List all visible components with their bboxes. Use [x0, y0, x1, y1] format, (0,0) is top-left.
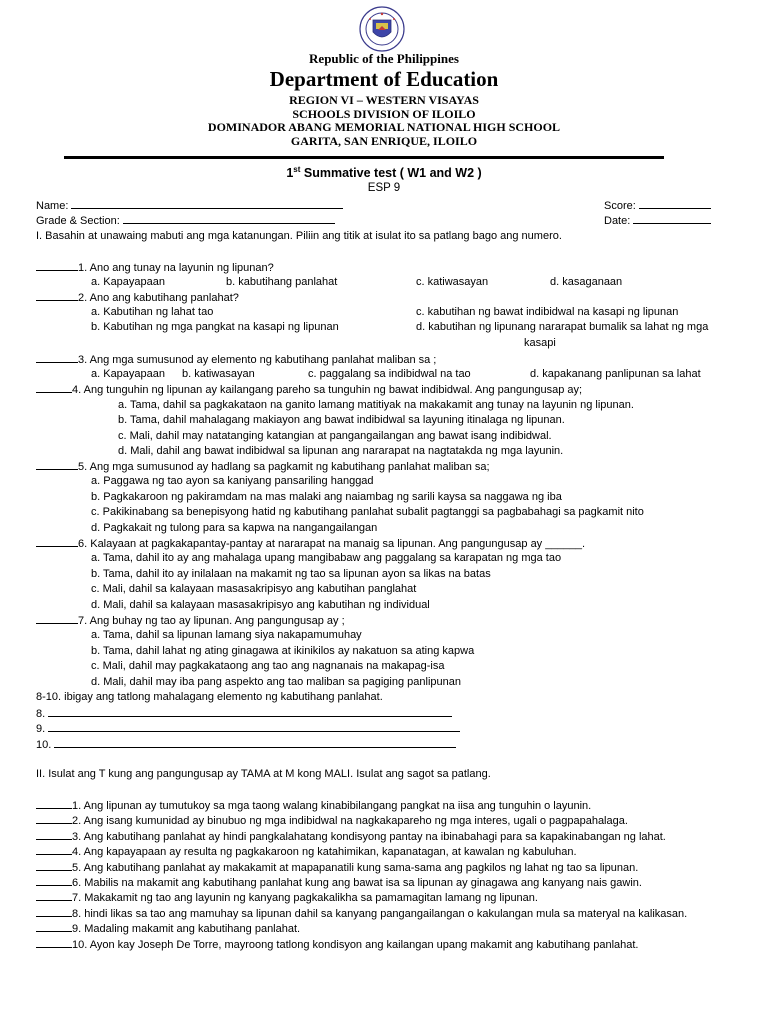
answer-blank[interactable]	[36, 844, 72, 855]
tf-item: 8. hindi likas sa tao ang mamuhay sa lipunan dahil sa kanyang pangangailangan o kakulangan mula sa materyal na kalikasan.	[36, 906, 687, 921]
choice: c. Mali, dahil may pagkakataong ang tao ang nagnanais na makapag-isa	[91, 660, 445, 672]
choice: b. Kabutihan ng mga pangkat na kasapi ng lipunan	[91, 321, 339, 333]
choice: c. paggalang sa indibidwal na tao	[308, 368, 471, 380]
answer-line-10[interactable]: 10.	[36, 737, 456, 752]
choice: c. kabutihan ng bawat indibidwal na kasapi ng lipunan	[416, 306, 679, 318]
choice: c. Pakikinabang sa benepisyong hatid ng kabutihang panlahat subalit pagtanggi sa pagbabahagi sa pagkamit nito	[91, 506, 644, 518]
answer-blank[interactable]	[36, 813, 72, 824]
tf-item: 6. Mabilis na makamit ang kabutihang panlahat kung ang bawat isa sa lipunan ay ginagawa ang kanyang nais gawin.	[36, 875, 642, 890]
name-field[interactable]: Name:	[36, 198, 343, 213]
choice: d. kabutihan ng lipunang nararapat bumalik sa lahat ng mga	[416, 321, 709, 333]
tf-item: 1. Ang lipunan ay tumutukoy sa mga taong walang kinabibilangang pangkat na iisa ang tunguhin o layunin.	[36, 798, 591, 813]
answer-blank[interactable]	[36, 937, 72, 948]
tf-item: 5. Ang kabutihang panlahat ay makakamit at mapapanatili kung sama-sama ang pagkilos ng lahat ng tao sa lipunan.	[36, 860, 638, 875]
tf-item: 3. Ang kabutihang panlahat ay hindi pangkalahatang kondisyong pantay na ibinabahagi para sa kapakinabangan ng lahat.	[36, 829, 666, 844]
choice: a. Paggawa ng tao ayon sa kaniyang pansariling hanggad	[91, 475, 374, 487]
answer-blank[interactable]	[36, 536, 78, 547]
question-6: 6. Kalayaan at pagkakapantay-pantay at nararapat na manaig sa lipunan. Ang pangungusap ay ______.	[36, 536, 585, 551]
deped-seal-icon	[354, 6, 410, 52]
choice: d. kasaganaan	[550, 276, 623, 288]
choice: c. katiwasayan	[416, 276, 489, 288]
choice: b. katiwasayan	[182, 368, 255, 380]
answer-blank[interactable]	[36, 352, 78, 363]
tf-item: 4. Ang kapayapaan ay resulta ng pagkakaroon ng katahimikan, kapanatagan, at kawalan ng kabuluhan.	[36, 844, 577, 859]
choice: b. Tama, dahil lahat ng ating ginagawa at ikinikilos ay nakatuon sa ating kapwa	[91, 645, 475, 657]
answer-blank[interactable]	[36, 860, 72, 871]
answer-blank[interactable]	[36, 382, 72, 393]
part1-instruction: I. Basahin at unawaing mabuti ang mga katanungan. Piliin ang titik at isulat ito sa patlang bago ang numero.	[36, 230, 562, 242]
date-field[interactable]: Date:	[604, 213, 711, 228]
question-7: 7. Ang buhay ng tao ay lipunan. Ang pangungusap ay ;	[36, 613, 345, 628]
choice-continued: kasapi	[524, 337, 556, 349]
choice: d. Mali, dahil may iba pang aspekto ang tao maliban sa pagiging panlipunan	[91, 676, 461, 688]
answer-blank[interactable]	[36, 459, 78, 470]
part2-instruction: II. Isulat ang T kung ang pangungusap ay TAMA at M kong MALI. Isulat ang sagot sa patlang.	[36, 768, 491, 780]
answer-blank[interactable]	[36, 260, 78, 271]
republic-line: Republic of the Philippines	[309, 51, 459, 66]
subject-label: ESP 9	[367, 182, 401, 194]
choice: d. kapakanang panlipunan sa lahat	[530, 368, 701, 380]
tf-item: 10. Ayon kay Joseph De Torre, mayroong tatlong kondisyon ang kailangan upang makamit ang kabutihang panlahat.	[36, 937, 638, 952]
choice: a. Kapayapaan	[91, 368, 166, 380]
choice: a. Tama, dahil ito ay ang mahalaga upang mangibabaw ang paggalang sa karapatan ng mga tao	[91, 552, 562, 564]
answer-line-9[interactable]: 9.	[36, 721, 460, 736]
choice: c. Mali, dahil may natatanging katangian at pangangailangan ang bawat isang indibidwal.	[118, 430, 552, 442]
test-title: 1st Summative test ( W1 and W2 )	[286, 165, 482, 181]
answer-blank[interactable]	[36, 921, 72, 932]
choice: d. Mali, dahil ang bawat indibidwal sa lipunan ang nararapat na nagtatakda ng mga layunin.	[118, 445, 564, 457]
choice: c. Mali, dahil sa kalayaan masasakripisyo ang kabutihan panglahat	[91, 583, 417, 595]
score-field[interactable]: Score:	[604, 198, 711, 213]
items-8-10-instruction: 8-10. ibigay ang tatlong mahalagang elemento ng kabutihang panlahat.	[36, 691, 383, 703]
question-5: 5. Ang mga sumusunod ay hadlang sa pagkamit ng kabutihang panlahat maliban sa;	[36, 459, 490, 474]
answer-blank[interactable]	[36, 906, 72, 917]
choice: b. kabutihang panlahat	[226, 276, 338, 288]
question-2: 2. Ano ang kabutihang panlahat?	[36, 290, 239, 305]
answer-blank[interactable]	[36, 613, 78, 624]
answer-blank[interactable]	[36, 798, 72, 809]
question-4: 4. Ang tunguhin ng lipunan ay kailangang pareho sa tunguhin ng bawat indibidwal. Ang pangungusap ay;	[36, 382, 582, 397]
choice: b. Tama, dahil ito ay inilalaan na makamit ng tao sa lipunan ayon sa likas na batas	[91, 568, 491, 580]
choice: a. Tama, dahil sa pagkakataon na ganito lamang matitiyak na makakamit ang tunay na layunin ng lipunan.	[118, 399, 634, 411]
answer-blank[interactable]	[36, 290, 78, 301]
department-title: Department of Education	[269, 67, 499, 91]
question-1: 1. Ano ang tunay na layunin ng lipunan?	[36, 260, 274, 275]
answer-blank[interactable]	[36, 890, 72, 901]
choice: b. Pagkakaroon ng pakiramdam na mas malaki ang naiambag ng sarili kaysa sa naggawa ng iba	[91, 491, 562, 503]
answer-blank[interactable]	[36, 875, 72, 886]
address-line: GARITA, SAN ENRIQUE, ILOILO	[290, 134, 478, 148]
division-line: SCHOOLS DIVISION OF ILOILO	[292, 107, 476, 121]
choice: a. Kabutihan ng lahat tao	[91, 306, 214, 318]
tf-item: 9. Madaling makamit ang kabutihang panlahat.	[36, 921, 300, 936]
region-line: REGION VI – WESTERN VISAYAS	[289, 93, 479, 107]
header-divider	[64, 156, 664, 159]
tf-item: 2. Ang isang kumunidad ay binubuo ng mga indibidwal na nagkakapareho ng mga interes, ugali o pagpapahalaga.	[36, 813, 628, 828]
choice: d. Mali, dahil sa kalayaan masasakripisyo ang kabutihan ng individual	[91, 599, 430, 611]
tf-item: 7. Makakamit ng tao ang layunin ng kanyang pagkakalikha sa pamamagitan lamang ng lipunan.	[36, 890, 538, 905]
question-3: 3. Ang mga sumusunod ay elemento ng kabutihang panlahat maliban sa ;	[36, 352, 436, 367]
choice: b. Tama, dahil mahalagang makiayon ang bawat indibidwal sa layuning itinalaga ng lipunan.	[118, 414, 565, 426]
answer-line-8[interactable]: 8.	[36, 706, 452, 721]
answer-blank[interactable]	[36, 829, 72, 840]
school-line: DOMINADOR ABANG MEMORIAL NATIONAL HIGH SCHOOL	[207, 120, 561, 134]
choice: a. Tama, dahil sa lipunan lamang siya nakapamumuhay	[91, 629, 362, 641]
grade-section-field[interactable]: Grade & Section:	[36, 213, 335, 228]
choice: a. Kapayapaan	[91, 276, 166, 288]
choice: d. Pagkakait ng tulong para sa kapwa na nangangailangan	[91, 522, 378, 534]
